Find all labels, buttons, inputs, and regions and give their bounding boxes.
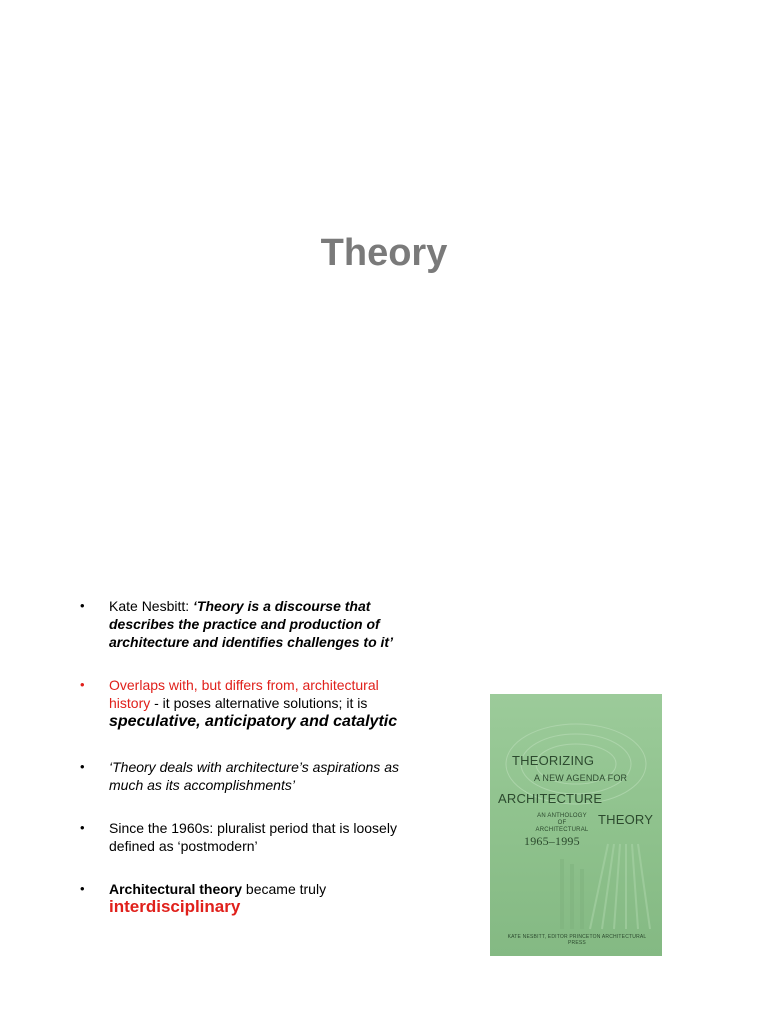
bullet-overlaps-history: [80, 676, 400, 731]
bullet-emphasis-text: speculative, anticipatory and catalytic: [109, 713, 398, 730]
bullet-marker: •: [80, 759, 85, 774]
bullet-text: Since the 1960s: pluralist period that is loosely defined as ‘postmodern’: [109, 820, 397, 854]
bullet-nesbitt-quote: [80, 597, 400, 651]
bullet-interdisciplinary: [80, 880, 400, 916]
bullet-mid-text: - it poses alternative solutions; it is: [150, 695, 368, 711]
bullet-text: became truly: [242, 881, 327, 897]
bullet-list: [80, 597, 400, 916]
book-years: 1965–1995: [524, 834, 580, 848]
bullet-bold-text: Architectural theory: [109, 881, 243, 897]
bullet-red-text: Overlaps with, but differs from, architectural history: [109, 677, 379, 711]
bullet-postmodern: [80, 819, 400, 855]
bullet-aspirations-quote: [80, 758, 400, 794]
bullet-marker: •: [80, 820, 85, 835]
bullet-red-bold-text: interdisciplinary: [109, 897, 241, 916]
book-subtitle: AN ANTHOLOGY OF ARCHITECTURAL: [535, 813, 589, 833]
slide-title: Theory: [320, 232, 448, 274]
bullet-marker: •: [80, 881, 85, 896]
bullet-quote-text: ‘Theory is a discourse that describes the practice and production of architecture and identifies challenges to it’: [109, 598, 393, 650]
book-title-line: THEORIZING: [512, 753, 595, 768]
book-cover-image: [490, 694, 662, 956]
book-title-line: THEORY: [598, 812, 654, 827]
bullet-marker: •: [80, 677, 85, 692]
bullet-marker: •: [80, 598, 85, 613]
book-publisher: KATE NESBITT, EDITOR PRINCETON ARCHITECTURAL PRESS: [507, 934, 647, 946]
book-title-line: ARCHITECTURE: [498, 791, 603, 806]
book-title-line: A NEW AGENDA FOR: [534, 773, 628, 783]
bullet-lead-text: Kate Nesbitt:: [109, 598, 194, 614]
bullet-quote-text: ‘Theory deals with architecture’s aspirations as much as its accomplishments’: [109, 759, 399, 793]
